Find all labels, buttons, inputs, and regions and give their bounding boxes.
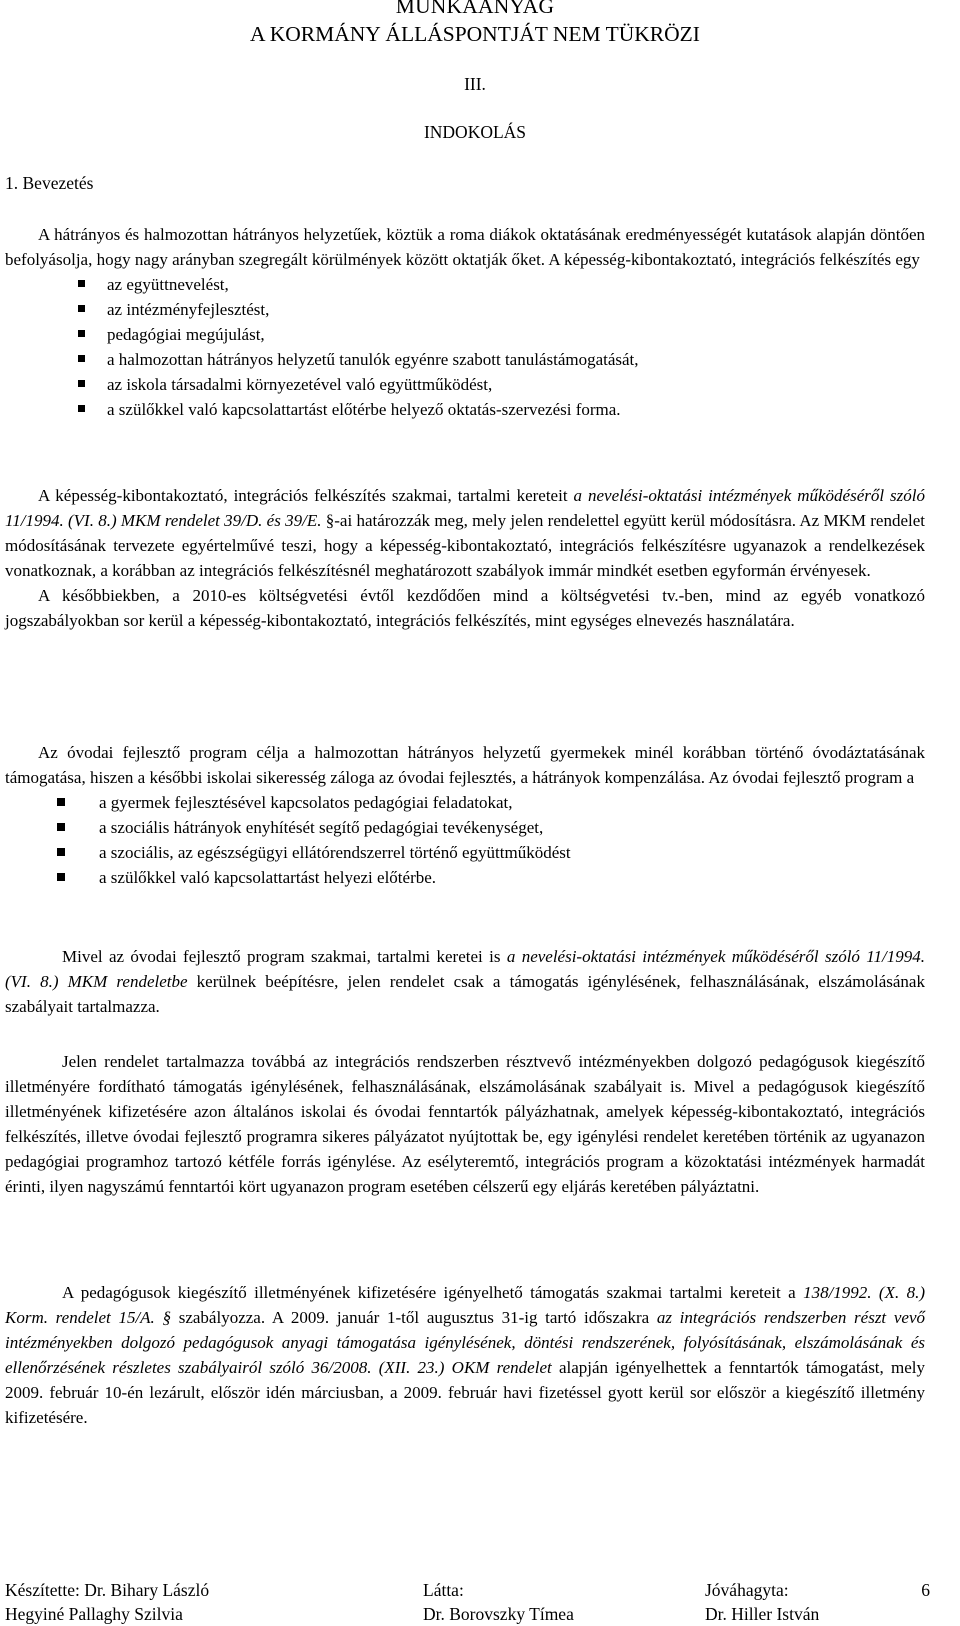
signature-footer xyxy=(5,1578,930,1624)
approver-label: Jóváhagyta: xyxy=(705,1580,789,1600)
paragraph-3: A későbbiekben, a 2010-es költségvetési évtől kezdődően mind a költségvetési tv.-ben, mind az egyéb vonatkozó jogszabályokban sor kerül a képesség-kibontakoztató, integrációs felkészítés, mint egységes elnevezés használatára. xyxy=(5,586,925,630)
approver-column xyxy=(705,1578,819,1626)
list-item: a szülőkkel való kapcsolattartást helyezi előtérbe. xyxy=(55,865,925,890)
reviewer-label: Látta: xyxy=(423,1580,464,1600)
list-item: az együttnevelést, xyxy=(72,272,925,297)
square-bullet-icon xyxy=(78,355,85,362)
body-part-3 xyxy=(5,740,925,890)
square-bullet-icon xyxy=(78,330,85,337)
body-part-5 xyxy=(5,1049,925,1199)
list-item: a szociális hátrányok enyhítését segítő pedagógiai tevékenységet, xyxy=(55,815,925,840)
author2-name: Hegyiné Pallaghy Szilvia xyxy=(5,1604,183,1624)
list-item: a szülőkkel való kapcsolattartást előtérbe helyező oktatás-szervezési forma. xyxy=(72,397,925,422)
paragraph-5: Mivel az óvodai fejlesztő program szakmai, tartalmi keretei is a nevelési-oktatási intézmények működéséről szóló 11/1994. (VI. 8.) MKM rendeletbe kerülnek beépítésre, jelen rendelet csak a támogatás igénylésének, felhasználásának, elszámolásának szabályait tartalmazza. xyxy=(5,947,925,1016)
body-part-1 xyxy=(5,222,925,422)
section-number: III. xyxy=(464,74,486,94)
paragraph-4: Az óvodai fejlesztő program célja a halmozottan hátrányos helyzetű gyermekek minél korábban történő óvodáztatásának támogatása, hiszen a későbbi iskolai sikeresség záloga az óvodai fejlesztés, a hátrányok kompenzálása. Az óvodai fejlesztő program a xyxy=(5,743,925,787)
body-part-6 xyxy=(5,1280,925,1430)
list-item: a halmozottan hátrányos helyzetű tanulók egyénre szabott tanulástámogatását, xyxy=(72,347,925,372)
paragraph-7: A pedagógusok kiegészítő illetményének kifizetésére igényelhető támogatás szakmai tartalmi kereteit a 138/1992. (X. 8.) Korm. rendelet 15/A. § szabályozza. A 2009. január 1-től augusztus 31-ig tartó időszakra az integrációs rendszerben részt vevő intézményekben dolgozó pedagógusok anyagi támogatása igénylésének, döntési rendszerének, folyósításának, elszámolásának és ellenőrzésének részletes szabályairól szóló 36/2008. (XII. 23.) OKM rendelet alapján igényelhettek a fenntartók támogatást, mely 2009. február 10-én lezárult, először idén márciusban, a 2009. február havi fizetéssel gyott kerül sor először a kiegészítő illetmény kifizetésére. xyxy=(5,1283,925,1427)
square-bullet-icon xyxy=(57,848,65,856)
reviewer-column xyxy=(423,1578,574,1626)
author-column xyxy=(5,1578,209,1626)
square-bullet-icon xyxy=(78,305,85,312)
government-disclaimer: A KORMÁNY ÁLLÁSPONTJÁT NEM TÜKRÖZI xyxy=(250,22,700,46)
section-title: INDOKOLÁS xyxy=(423,122,527,142)
square-bullet-icon xyxy=(57,823,65,831)
heading-introduction: 1. Bevezetés xyxy=(5,173,94,193)
square-bullet-icon xyxy=(78,380,85,387)
paragraph-1: A hátrányos és halmozottan hátrányos helyzetűek, köztük a roma diákok oktatásának eredményességét kutatások alapján döntően befolyásolja, hogy nagy arányban szegregált körülmények között oktatják őket. A képesség-kibontakoztató, integrációs felkészítés egy xyxy=(5,225,925,269)
integration-list xyxy=(5,272,925,422)
body-part-2 xyxy=(5,483,925,633)
list-item: az iskola társadalmi környezetével való együttműködést, xyxy=(72,372,925,397)
approver-name: Dr. Hiller István xyxy=(705,1604,820,1624)
reviewer-name: Dr. Borovszky Tímea xyxy=(423,1604,574,1624)
draft-header: MUNKAANYAG xyxy=(395,0,555,18)
body-part-4 xyxy=(5,944,925,1019)
square-bullet-icon xyxy=(57,873,65,881)
paragraph-2: A képesség-kibontakoztató, integrációs felkészítés szakmai, tartalmi kereteit a nevelési-oktatási intézmények működéséről szóló 11/1994. (VI. 8.) MKM rendelet 39/D. és 39/E. §-ai határozzák meg, mely jelen rendelettel együtt kerül módosításra. Az MKM rendelet módosításának tervezete egyértelművé teszi, hogy a képesség-kibontakoztató, integrációs felkészítésre ugyanazok a rendelkezések vonatkoznak, a korábban az integrációs felkészítésnél meghatározott szabályok immár mindkét esetben egyformán érvényesek. xyxy=(5,486,925,580)
list-item: a gyermek fejlesztésével kapcsolatos pedagógiai feladatokat, xyxy=(55,790,925,815)
square-bullet-icon xyxy=(78,280,85,287)
list-item: az intézményfejlesztést, xyxy=(72,297,925,322)
page-number: 6 xyxy=(921,1580,930,1600)
list-item: a szociális, az egészségügyi ellátórendszerrel történő együttműködést xyxy=(55,840,925,865)
list-item: pedagógiai megújulást, xyxy=(72,322,925,347)
square-bullet-icon xyxy=(78,405,85,412)
paragraph-6: Jelen rendelet tartalmazza továbbá az integrációs rendszerben résztvevő intézményekben dolgozó pedagógusok kiegészítő illetményére fordítható támogatás igénylésének, felhasználásának, elszámolásának szabályait is. Mivel a pedagógusok kiegészítő illetményének kifizetésére azon általános iskolai és óvodai fenntartók pályázhatnak, amelyek képesség-kibontakoztató, integrációs felkészítés, illetve óvodai fejlesztő programra sikeres pályázatot nyújtottak be, egy igénylési rendelet keretében történik az ugyanazon pedagógiai programhoz tartozó kétféle forrás igénylése. Az esélyteremtő, integrációs program a közoktatási intézmények harmadát érinti, ilyen nagyszámú fenntartói kört ugyanazon program esetében célszerű egy eljárás keretében pályáztatni. xyxy=(5,1052,925,1196)
kindergarten-list xyxy=(5,790,925,890)
author-name: Készítette: Dr. Bihary László xyxy=(5,1580,210,1600)
square-bullet-icon xyxy=(57,798,65,806)
